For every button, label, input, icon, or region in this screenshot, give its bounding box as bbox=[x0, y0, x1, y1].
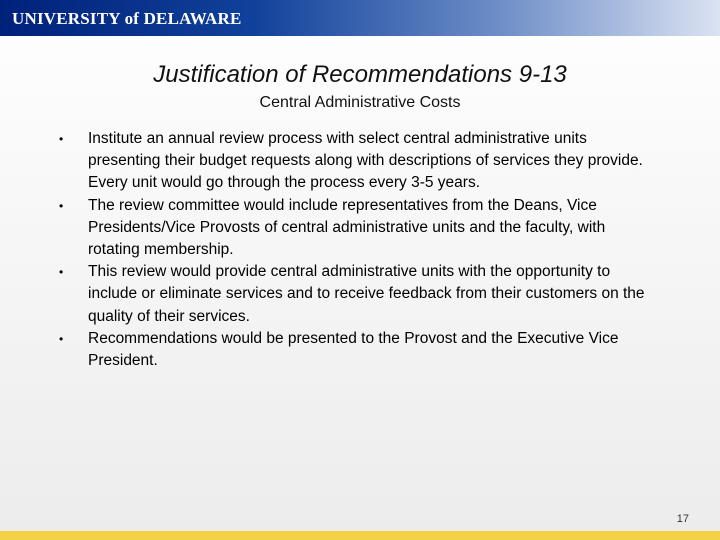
university-logo: UNIVERSITY of DELAWARE bbox=[12, 9, 242, 28]
bullet-item bbox=[56, 328, 656, 372]
bullet-text: This review would provide central administrative units with the opportunity to include or eliminate services and to receive feedback from their customers on the quality of their services. bbox=[88, 263, 645, 325]
bullet-text: The review committee would include representatives from the Deans, Vice Presidents/Vice Provosts of central administrative units and the faculty, with rotating membership. bbox=[88, 196, 606, 259]
header-bar bbox=[0, 0, 720, 36]
bullet-item bbox=[56, 261, 656, 328]
bullet-item bbox=[56, 128, 656, 195]
bullet-icon: • bbox=[59, 198, 64, 213]
bullet-item bbox=[56, 195, 656, 262]
slide-subtitle: Central Administrative Costs bbox=[259, 94, 461, 111]
slide-title: Justification of Recommendations 9-13 bbox=[153, 61, 567, 88]
bullet-list bbox=[56, 128, 656, 372]
footer-bar bbox=[0, 531, 720, 540]
bullet-text: Recommendations would be presented to the Provost and the Executive Vice President. bbox=[88, 329, 619, 370]
page-number: 17 bbox=[676, 513, 689, 525]
bullet-icon: • bbox=[59, 265, 64, 280]
bullet-icon: • bbox=[59, 331, 64, 346]
bullet-icon: • bbox=[59, 132, 64, 146]
bullet-text: Institute an annual review process with select central administrative units presenting their budget requests along with descriptions of services they provide. Every unit would go through the process every 3-5 years. bbox=[88, 130, 643, 192]
